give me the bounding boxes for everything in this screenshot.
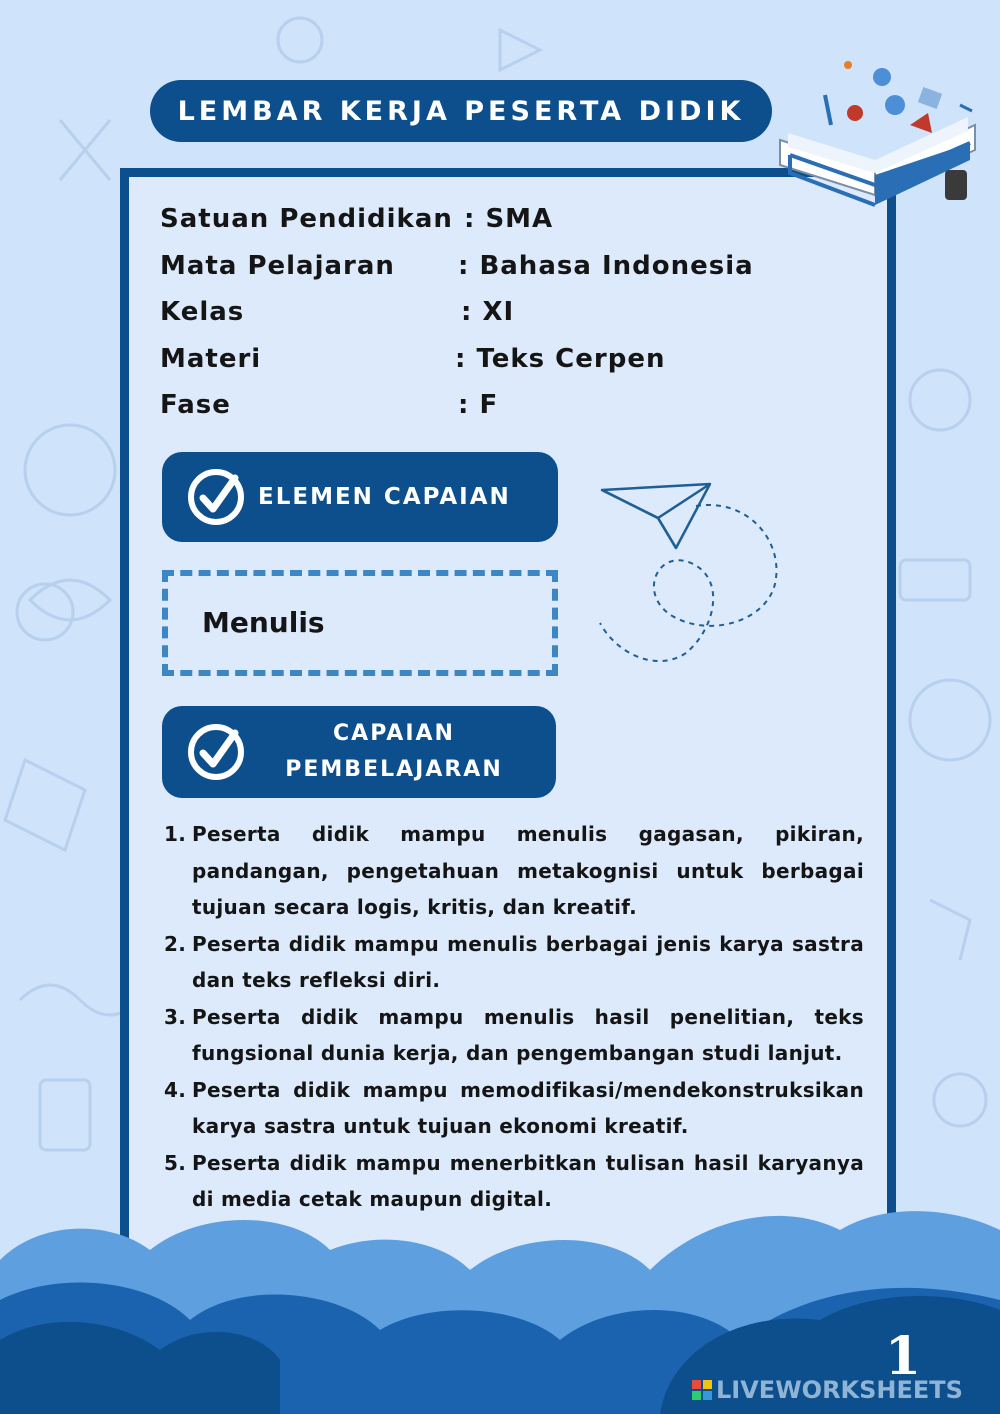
list-item-number: 3. — [164, 1004, 187, 1029]
liveworksheets-logo-icon — [692, 1380, 712, 1400]
list-item-text: Peserta didik mampu menulis berbagai jenis karya sastra dan teks refleksi diri. — [192, 931, 864, 992]
checkmark-circle-icon — [187, 468, 245, 526]
capaian-label-line1: CAPAIAN — [333, 721, 455, 746]
elemen-capaian-badge — [162, 452, 558, 542]
capaian-pembelajaran-badge — [162, 706, 556, 798]
list-item-text: Peserta didik mampu menulis hasil penelitian, teks fungsional dunia kerja, dan pengembangan studi lanjut. — [192, 1004, 864, 1065]
page-title-text: LEMBAR KERJA PESERTA DIDIK — [177, 95, 745, 127]
list-item-number: 5. — [164, 1150, 187, 1175]
info-label: Satuan Pendidikan — [160, 204, 453, 235]
info-row — [160, 336, 754, 383]
list-item — [164, 999, 864, 1072]
info-value: : F — [458, 390, 499, 421]
info-label: Kelas — [160, 297, 245, 328]
list-item-number: 2. — [164, 931, 187, 956]
elemen-value: Menulis — [202, 606, 325, 639]
info-row — [160, 289, 754, 336]
elemen-capaian-label: ELEMEN CAPAIAN — [258, 484, 511, 510]
info-row — [160, 382, 754, 429]
info-row — [160, 243, 754, 290]
watermark-text: LIVEWORKSHEETS — [716, 1376, 963, 1404]
info-table — [160, 196, 754, 429]
page-title — [150, 80, 772, 142]
capaian-label-line2: PEMBELAJARAN — [285, 757, 503, 782]
list-item-text: Peserta didik mampu menerbitkan tulisan hasil karyanya di media cetak maupun digital. — [192, 1150, 864, 1211]
list-item-text: Peserta didik mampu menulis gagasan, pikiran, pandangan, pengetahuan metakognisi untuk berbagai tujuan secara logis, kritis, dan kreatif. — [192, 822, 864, 919]
info-label: Materi — [160, 343, 262, 374]
list-item-number: 1. — [164, 822, 187, 846]
info-value: : XI — [461, 297, 515, 328]
open-book-icon — [770, 55, 990, 245]
info-value: : Bahasa Indonesia — [458, 250, 754, 281]
info-row — [160, 196, 754, 243]
info-label: Mata Pelajaran — [160, 250, 395, 281]
list-item — [164, 1072, 864, 1145]
list-item-text: Peserta didik mampu memodifikasi/mendekonstruksikan karya sastra untuk tujuan ekonomi kreatif. — [192, 1077, 864, 1138]
learning-outcomes-list — [164, 816, 864, 1218]
page-number: 1 — [884, 1326, 922, 1387]
paper-plane-icon — [596, 478, 786, 678]
info-label: Fase — [160, 390, 231, 421]
capaian-pembelajaran-label — [244, 716, 544, 788]
info-value: : Teks Cerpen — [455, 343, 666, 374]
elemen-value-box — [162, 570, 558, 676]
list-item — [164, 926, 864, 999]
info-value: : SMA — [464, 204, 554, 235]
liveworksheets-watermark — [692, 1376, 963, 1404]
list-item-number: 4. — [164, 1077, 187, 1102]
checkmark-circle-icon — [187, 723, 245, 781]
list-item — [164, 816, 864, 926]
